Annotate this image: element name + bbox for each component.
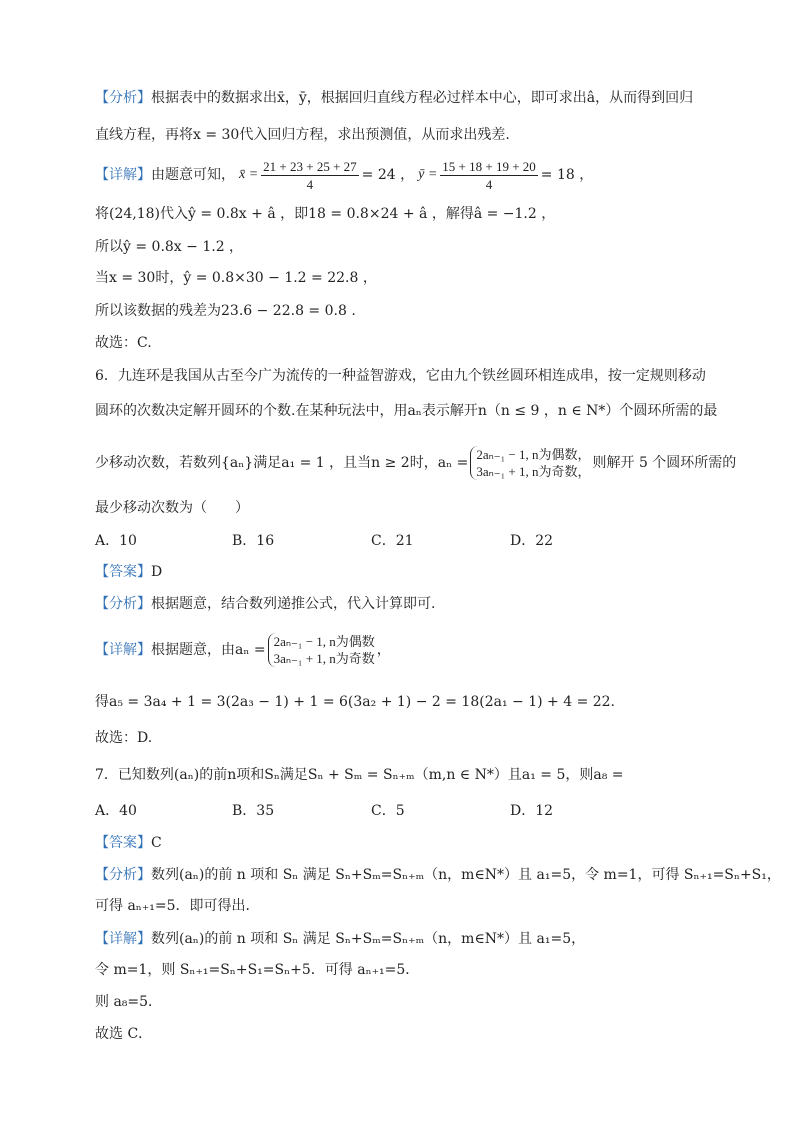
q6-answer: D	[151, 564, 163, 580]
q6-stem1: 6．九连环是我国从古至今广为流传的一种益智游戏，它由九个铁丝圆环相连成串，按一定规则移动	[95, 368, 706, 384]
xbar-fraction	[261, 158, 359, 193]
analysis-tag: 【分析】	[95, 867, 151, 883]
ybar-result: = 18 ，	[540, 167, 594, 183]
detail-tag: 【详解】	[95, 642, 151, 658]
q7-option-d: D．12	[510, 803, 554, 819]
q5-analysis-text1: 根据表中的数据求出x̄，ȳ，根据回归直线方程必过样本中心，即可求出â，从而得到回归	[151, 90, 694, 106]
q6-analysis-line	[95, 594, 715, 614]
analysis-tag: 【分析】	[95, 90, 151, 106]
xbar-result: = 24 ，	[361, 167, 415, 183]
q5-analysis-line1	[95, 88, 715, 108]
q7-choice: 故选 C．	[95, 1026, 153, 1042]
q6-stem4: 最少移动次数为（ ）	[95, 500, 249, 516]
q6-calc: 得a₅ = 3a₄ + 1 = 3(2a₃ − 1) + 1 = 6(3a₂ + 1) − 2 = 18(2a₁ − 1) + 4 = 22.	[95, 694, 616, 710]
q5-detail-means	[95, 158, 715, 192]
q7-detail-line3: 则 a₈=5．	[95, 994, 163, 1010]
q6-option-a: A．10	[95, 533, 137, 549]
q7-analysis-line2: 可得 aₙ₊₁=5．即可得出．	[95, 898, 260, 914]
q7-answer: C	[151, 835, 162, 851]
q5-choice: 故选：C.	[95, 335, 152, 351]
q5-line4: 所以ŷ = 0.8x − 1.2 ，	[95, 239, 244, 255]
q7-analysis1: 数列(aₙ)的前 n 项和 Sₙ 满足 Sₙ+Sₘ=Sₙ₊ₘ（n，m∈N*）且 a₁=5，令 m=1，可得 Sₙ₊₁=Sₙ+S₁，	[151, 867, 781, 883]
q6-stem3-post: 则解开 5 个圆环所需的	[592, 455, 737, 471]
q6-detail-piecewise	[268, 633, 375, 667]
ybar-label: ȳ =	[418, 167, 438, 182]
q6-analysis: 根据题意，结合数列递推公式，代入计算即可.	[151, 596, 436, 612]
answer-tag: 【答案】	[95, 564, 151, 580]
q6-detail-pre: 根据题意，由aₙ =	[151, 642, 266, 658]
q6-case-odd: 3aₙ₋₁ + 1, n为奇数，	[476, 464, 591, 479]
q6-choice: 故选：D.	[95, 730, 153, 746]
q6-option-d: D．22	[510, 533, 554, 549]
q7-answer-line	[95, 833, 715, 853]
q7-stem: 7．已知数列(aₙ)的前n项和Sₙ满足Sₙ + Sₘ = Sₙ₊ₘ（m,n ∈ N*）且a₁ = 5，则a₈ =	[95, 767, 624, 783]
q6-case-even: 2aₙ₋₁ − 1, n为偶数，	[476, 447, 591, 462]
q7-option-b: B．35	[232, 803, 275, 819]
q7-detail-line1	[95, 929, 715, 949]
q5-line5: 当x = 30时，ŷ = 0.8×30 − 1.2 = 22.8 ，	[95, 270, 377, 286]
q5-line3: 将(24,18)代入ŷ = 0.8x + â ，即18 = 0.8×24 + â ，解得â = −1.2 ，	[95, 206, 556, 222]
answer-tag: 【答案】	[95, 835, 151, 851]
detail-tag: 【详解】	[95, 931, 151, 947]
q5-detail-prefix: 由题意可知，	[151, 167, 235, 183]
q7-option-a: A．40	[95, 803, 137, 819]
ybar-fraction	[440, 158, 538, 193]
xbar-denominator: 4	[306, 176, 314, 192]
analysis-tag: 【分析】	[95, 596, 151, 612]
q6-stem2: 圆环的次数决定解开圆环的个数.在某种玩法中，用aₙ表示解开n（n ≤ 9 ，n ∈ N*）个圆环所需的最	[95, 403, 718, 419]
q7-option-c: C．5	[371, 803, 405, 819]
q7-detail1: 数列(aₙ)的前 n 项和 Sₙ 满足 Sₙ+Sₘ=Sₙ₊ₘ（n，m∈N*）且 a₁=5，	[151, 931, 586, 947]
xbar-numerator: 21 + 23 + 25 + 27	[263, 158, 357, 174]
q5-analysis-line2: 直线方程，再将x = 30代入回归方程，求出预测值，从而求出残差.	[95, 127, 510, 143]
q6-detail-case-even: 2aₙ₋₁ − 1, n为偶数	[273, 634, 375, 649]
q6-option-c: C．21	[371, 533, 414, 549]
q7-detail-line2: 令 m=1，则 Sₙ₊₁=Sₙ+S₁=Sₙ+5．可得 aₙ₊₁=5．	[95, 962, 420, 978]
q6-detail-case-odd: 3aₙ₋₁ + 1, n为奇数	[273, 651, 375, 666]
ybar-numerator: 15 + 18 + 19 + 20	[442, 158, 536, 174]
xbar-label: x̄ =	[239, 167, 259, 182]
q6-detail-line	[95, 630, 715, 670]
q6-answer-line	[95, 562, 715, 582]
q6-option-b: B．16	[232, 533, 275, 549]
ybar-denominator: 4	[485, 176, 493, 192]
q6-detail-post: ，	[376, 642, 391, 658]
q7-analysis-line1	[95, 865, 781, 885]
q5-line6: 所以该数据的残差为23.6 − 22.8 = 0.8 .	[95, 303, 356, 319]
q6-piecewise	[470, 446, 590, 480]
detail-tag: 【详解】	[95, 167, 151, 183]
q6-stem3-pre: 少移动次数，若数列{aₙ}满足a₁ = 1 ，且当n ≥ 2时，aₙ =	[95, 455, 469, 471]
q6-stem3	[95, 443, 737, 483]
